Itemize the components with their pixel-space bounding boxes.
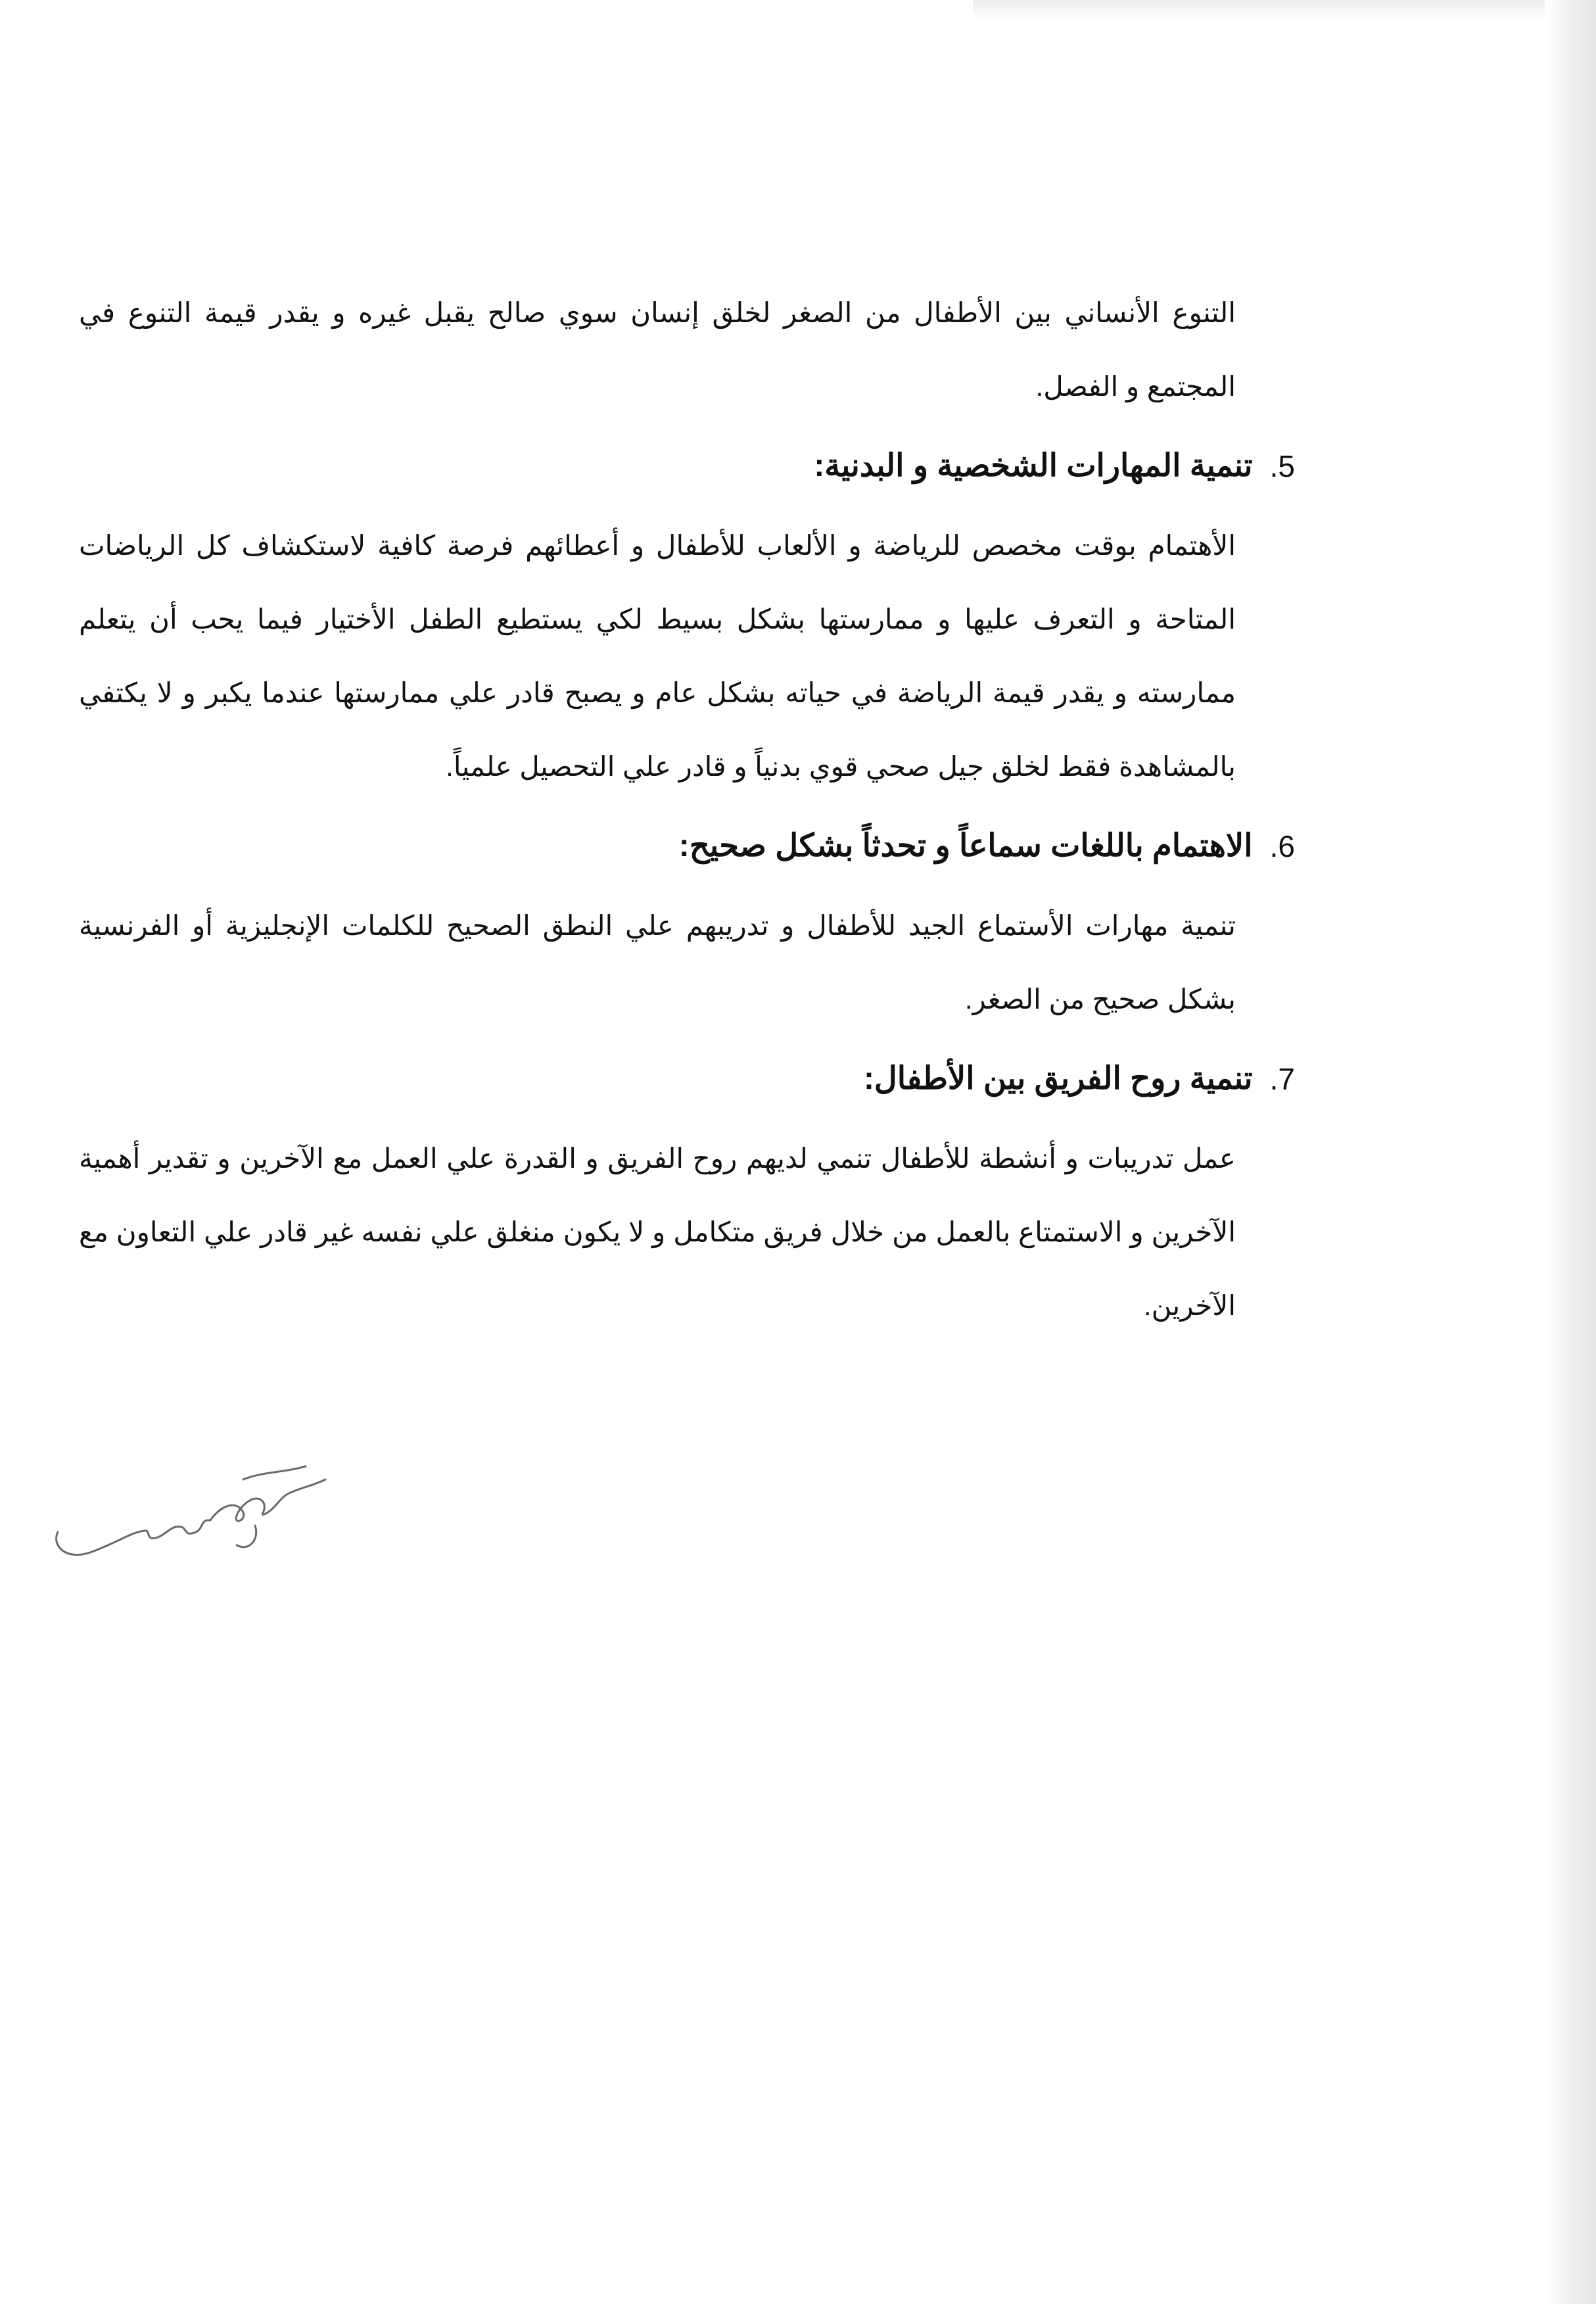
section-number: 6. [1269, 829, 1295, 863]
section-5-paragraph: الأهتمام بوقت مخصص للرياضة و الألعاب للأطفال و أعطائهم فرصة كافية لاستكشاف كل الرياضات المتاحة و التعرف عليها و ممارستها بشكل بسيط لكي يستطيع الطفل الأختيار فيما يحب أن يتعلم ممارسته و يقدر قيمة الرياضة في حياته بشكل عام و يصبح قادر علي ممارستها عندما يكبر و لا يكتفي بالمشاهدة فقط لخلق جيل صحي قوي بدنياً و قادر علي التحصيل علمياً. [79, 530, 1236, 782]
scan-top-shadow [973, 0, 1545, 20]
document-body [79, 276, 1295, 1343]
section-number: 7. [1269, 1062, 1295, 1096]
section-title: تنمية المهارات الشخصية و البدنية: [814, 448, 1253, 483]
section-title: تنمية روح الفريق بين الأطفال: [863, 1061, 1253, 1096]
section-heading-7 [138, 1036, 1295, 1122]
intro-paragraph: التنوع الأنساني بين الأطفال من الصغر لخلق إنسان سوي صالح يقبل غيره و يقدر قيمة التنوع في المجتمع و الفصل. [79, 297, 1236, 402]
handwritten-signature [46, 1453, 335, 1572]
section-6-paragraph: تنمية مهارات الأستماع الجيد للأطفال و تدريبهم علي النطق الصحيح للكلمات الإنجليزية أو الفرنسية بشكل صحيح من الصغر. [79, 910, 1236, 1015]
section-title: الاهتمام باللغات سماعاً و تحدثاً بشكل صحيح: [678, 828, 1253, 863]
section-heading-5 [138, 423, 1295, 509]
section-number: 5. [1269, 449, 1295, 483]
scan-edge-shadow [1545, 0, 1596, 2304]
section-heading-6 [138, 804, 1295, 889]
section-7-paragraph: عمل تدريبات و أنشطة للأطفال تنمي لديهم روح الفريق و القدرة علي العمل مع الآخرين و تقدير أهمية الآخرين و الاستمتاع بالعمل من خلال فريق متكامل و لا يكون منغلق علي نفسه غير قادر علي التعاون مع الآخرين. [79, 1143, 1236, 1321]
